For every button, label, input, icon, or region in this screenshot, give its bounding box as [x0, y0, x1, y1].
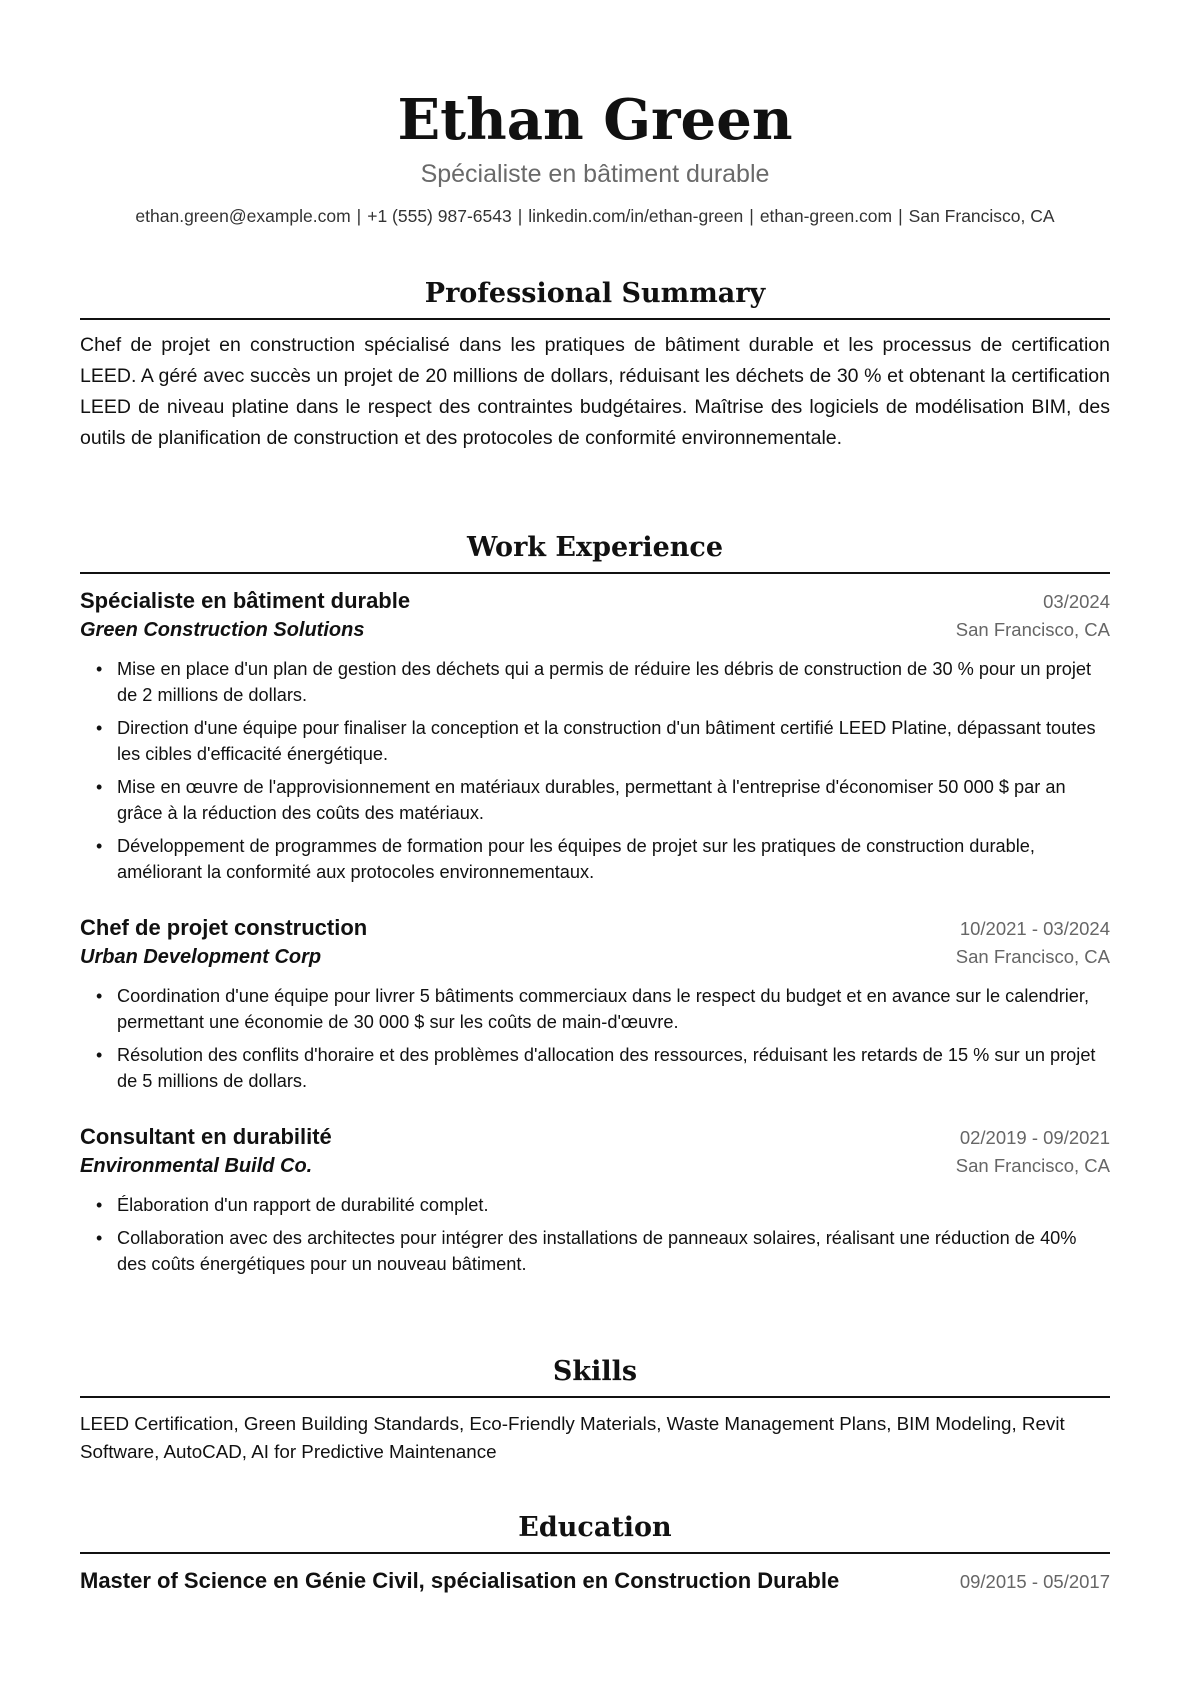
- education-degree: Master of Science en Génie Civil, spécialisation en Construction Durable: [80, 1568, 840, 1593]
- job-location: San Francisco, CA: [955, 619, 1110, 640]
- bullet-icon: •: [96, 1228, 103, 1248]
- job-entry: [80, 1122, 1110, 1277]
- skills-text: LEED Certification, Green Building Standards, Eco-Friendly Materials, Waste Management Plans, BIM Modeling, Revit Software, AutoCAD, AI for Predictive Maintenance: [80, 1413, 1065, 1462]
- contact-separator: |: [898, 206, 903, 226]
- contact-location: San Francisco, CA: [908, 206, 1055, 226]
- bullet-icon: •: [96, 836, 103, 856]
- resume-header: [80, 0, 1110, 228]
- job-date: 03/2024: [1043, 591, 1110, 612]
- bullet-text: Résolution des conflits d'horaire et des problèmes d'allocation des ressources, réduisant les retards de 15 % sur un projet de 5 millions de dollars.: [117, 1045, 1096, 1091]
- job-company: Urban Development Corp: [80, 946, 322, 968]
- job-bullets: [80, 656, 1110, 885]
- job-date: 02/2019 - 09/2021: [959, 1127, 1110, 1148]
- list-item: [80, 1042, 1110, 1094]
- job-date: 10/2021 - 03/2024: [959, 918, 1110, 939]
- candidate-title: Spécialiste en bâtiment durable: [420, 160, 770, 188]
- summary-text: Chef de projet en construction spécialisé dans les pratiques de bâtiment durable et les processus de certification LEED. A géré avec succès un projet de 20 millions de dollars, réduisant les déchets de 30 % et obtenant la certification LEED de niveau platine dans le respect des contraintes budgétaires. Maîtrise des logiciels de modélisation BIM, des outils de planification de construction et des protocoles de conformité environnementale.: [80, 334, 1110, 449]
- contact-line: [80, 204, 1110, 228]
- list-item: [80, 833, 1110, 885]
- bullet-text: Élaboration d'un rapport de durabilité complet.: [117, 1195, 489, 1215]
- contact-separator: |: [356, 206, 362, 226]
- job-title: Chef de projet construction: [80, 915, 368, 940]
- experience-heading: Work Experience: [80, 530, 1110, 574]
- contact-separator: |: [517, 206, 523, 226]
- job-company: Green Construction Solutions: [80, 619, 365, 641]
- list-item: [80, 983, 1110, 1035]
- bullet-text: Mise en place d'un plan de gestion des déchets qui a permis de réduire les débris de construction de 30 % pour un projet de 2 millions de dollars.: [117, 659, 1092, 705]
- bullet-icon: •: [96, 777, 103, 797]
- list-item: [80, 656, 1110, 708]
- education-section: [80, 1510, 1110, 1596]
- job-bullets: [80, 1192, 1110, 1277]
- education-date: 09/2015 - 05/2017: [959, 1571, 1110, 1592]
- bullet-text: Coordination d'une équipe pour livrer 5 bâtiments commerciaux dans le respect du budget et en avance sur le calendrier, permettant une économie de 30 000 $ sur les coûts de main-d'œuvre.: [117, 986, 1090, 1032]
- skills-section: [80, 1354, 1110, 1466]
- list-item: [80, 1192, 1110, 1218]
- job-title: Spécialiste en bâtiment durable: [80, 588, 411, 613]
- contact-phone[interactable]: +1 (555) 987-6543: [367, 206, 512, 226]
- contact-separator: |: [749, 206, 754, 226]
- experience-section: [80, 530, 1110, 1284]
- summary-section: [80, 276, 1110, 454]
- bullet-icon: •: [96, 986, 103, 1006]
- job-entry: [80, 913, 1110, 1094]
- bullet-text: Développement de programmes de formation pour les équipes de projet sur les pratiques de construction durable, améliorant la conformité aux protocoles environnementaux.: [117, 836, 1035, 882]
- skills-heading: Skills: [80, 1354, 1110, 1398]
- list-item: [80, 1225, 1110, 1277]
- bullet-text: Collaboration avec des architectes pour intégrer des installations de panneaux solaires, réalisant une réduction de 40% des coûts énergétiques pour un nouveau bâtiment.: [117, 1228, 1077, 1274]
- job-entry: [80, 586, 1110, 885]
- bullet-icon: •: [96, 659, 103, 679]
- contact-email[interactable]: ethan.green@example.com: [135, 206, 351, 226]
- contact-website[interactable]: ethan-green.com: [759, 206, 893, 226]
- contact-linkedin[interactable]: linkedin.com/in/ethan-green: [528, 206, 744, 226]
- job-company: Environmental Build Co.: [80, 1155, 313, 1177]
- job-location: San Francisco, CA: [955, 946, 1110, 967]
- summary-heading: Professional Summary: [80, 276, 1110, 320]
- bullet-icon: •: [96, 1045, 103, 1065]
- job-title: Consultant en durabilité: [80, 1124, 332, 1149]
- education-heading: Education: [80, 1510, 1110, 1554]
- candidate-name: Ethan Green: [397, 87, 793, 153]
- bullet-icon: •: [96, 1195, 103, 1215]
- list-item: [80, 715, 1110, 767]
- job-location: San Francisco, CA: [955, 1155, 1110, 1176]
- job-bullets: [80, 983, 1110, 1094]
- bullet-text: Direction d'une équipe pour finaliser la conception et la construction d'un bâtiment certifié LEED Platine, dépassant toutes les cibles d'efficacité énergétique.: [117, 718, 1096, 764]
- bullet-icon: •: [96, 718, 103, 738]
- bullet-text: Mise en œuvre de l'approvisionnement en matériaux durables, permettant à l'entreprise d'économiser 50 000 $ par an grâce à la réduction des coûts des matériaux.: [117, 777, 1066, 823]
- list-item: [80, 774, 1110, 826]
